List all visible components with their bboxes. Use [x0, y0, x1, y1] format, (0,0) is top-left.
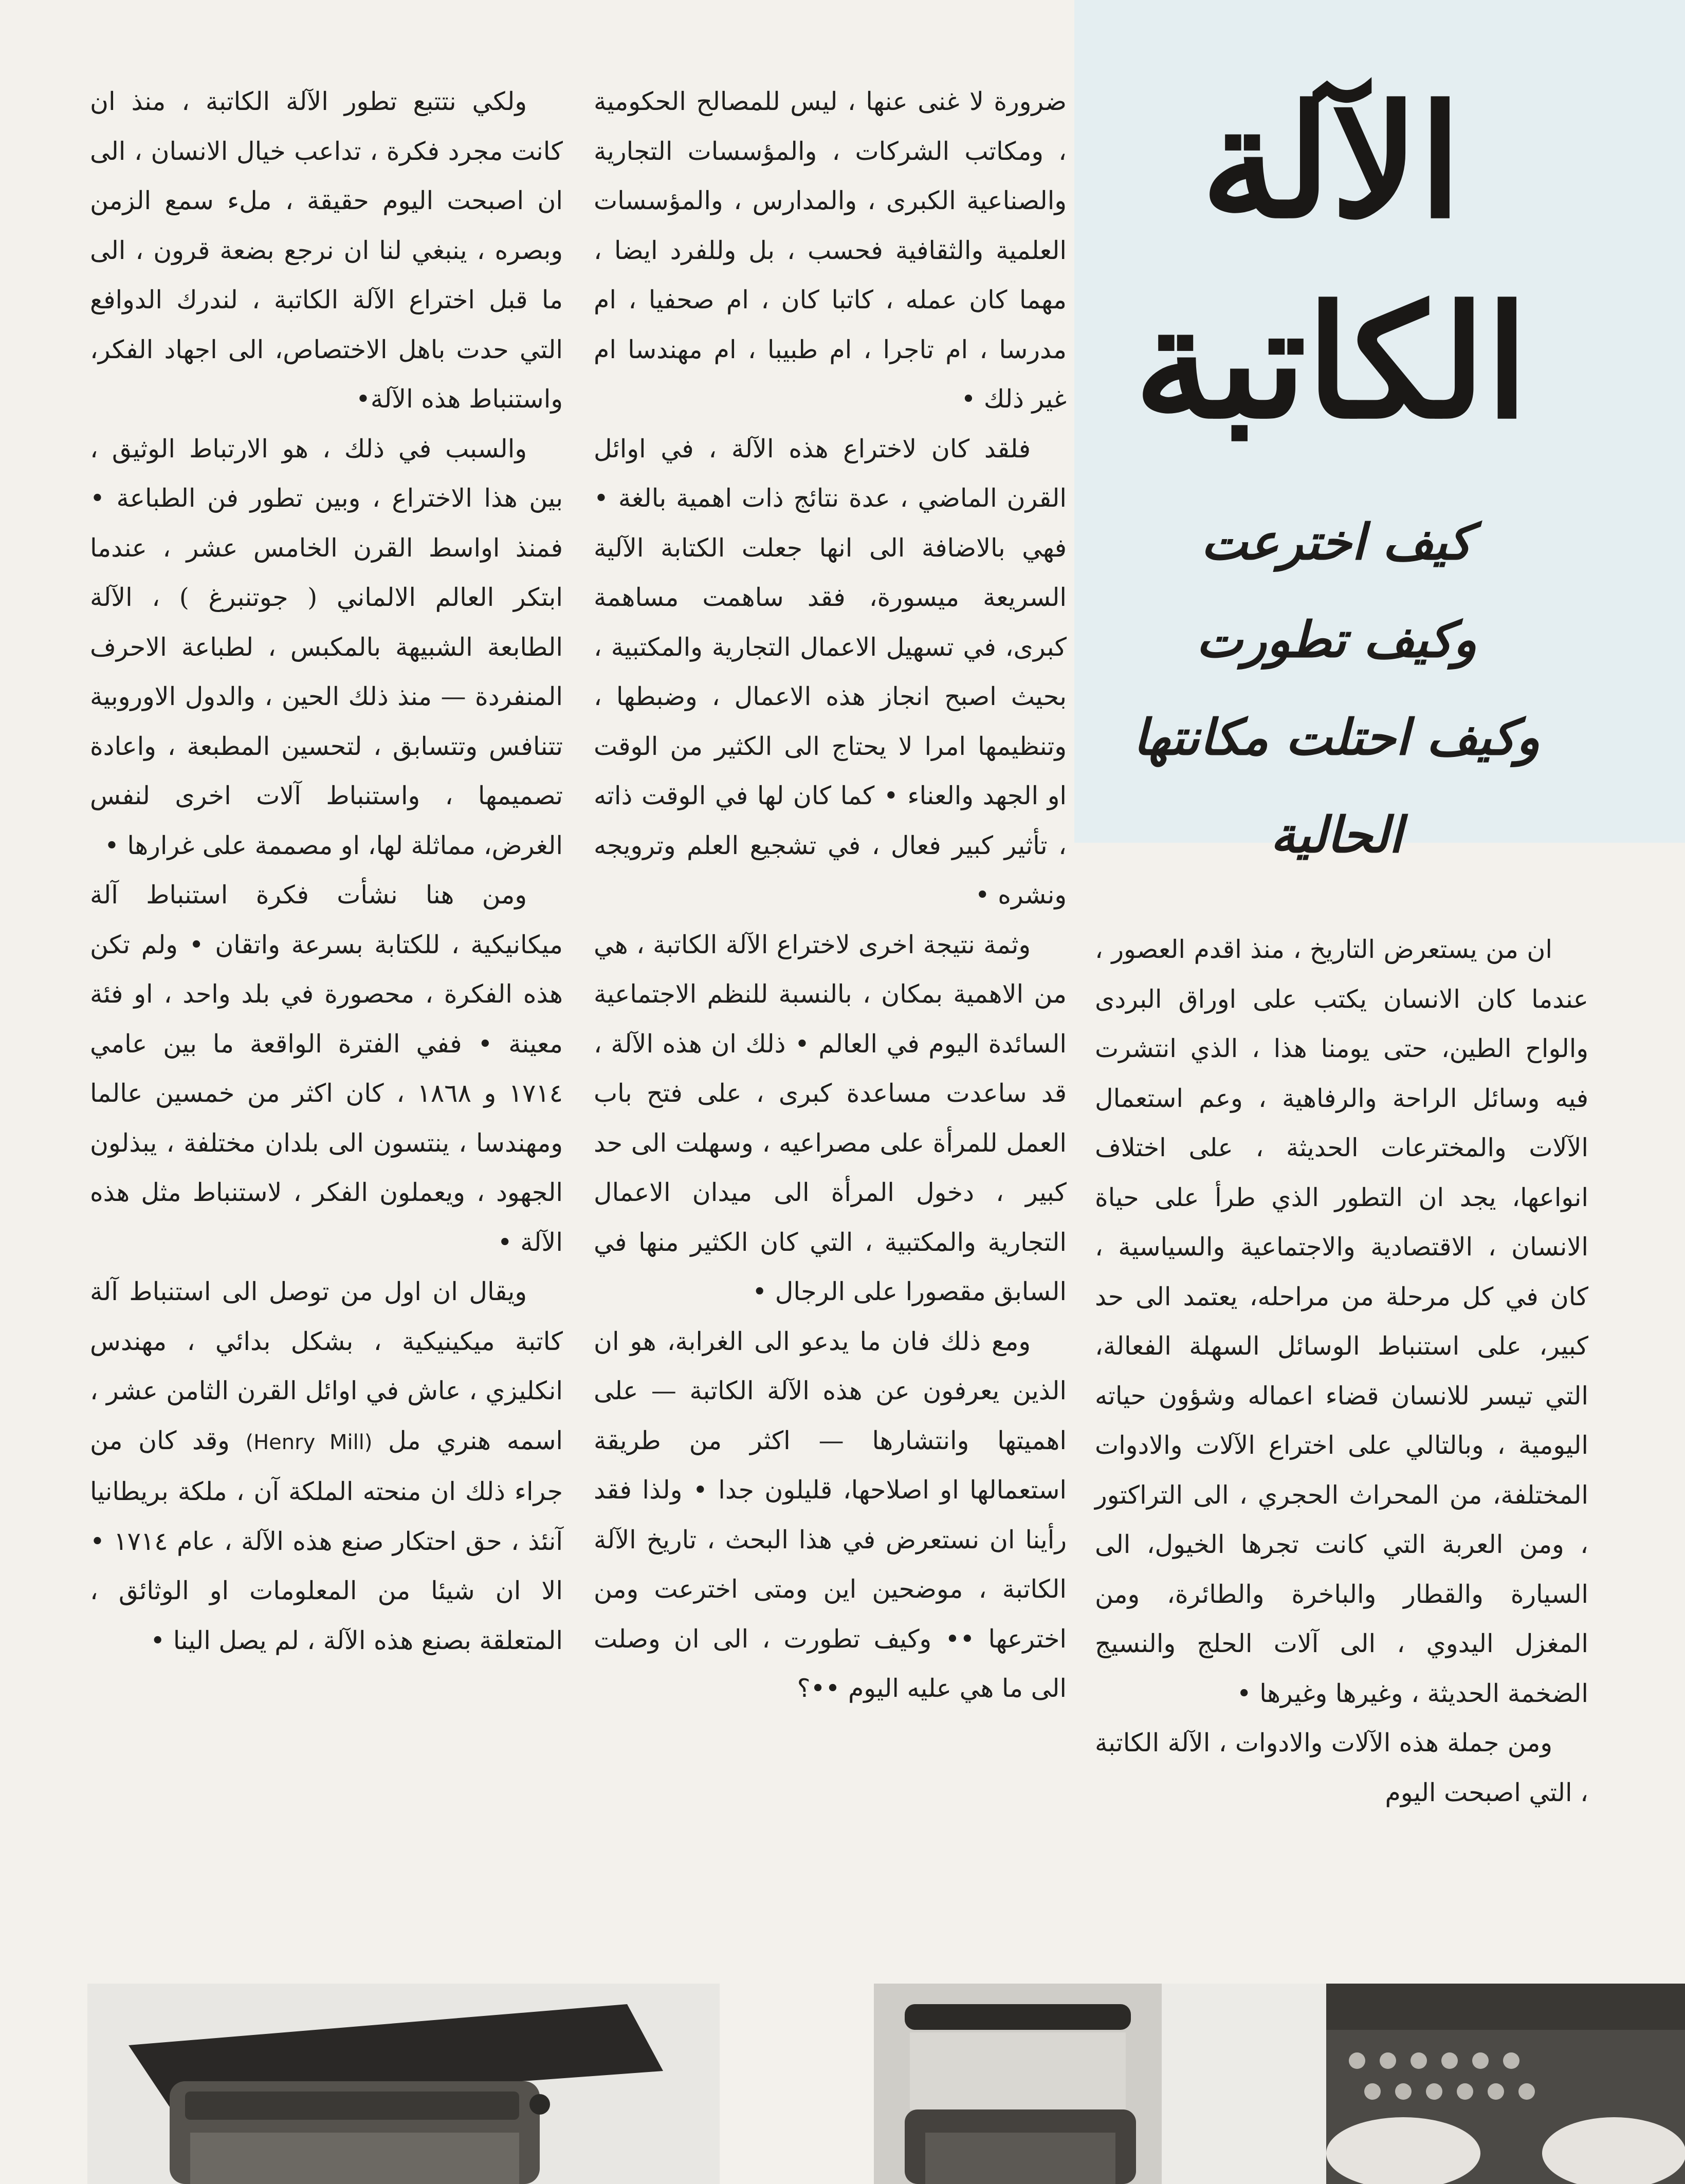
- article-title: [1100, 62, 1563, 462]
- paragraph: فلقد كان لاختراع هذه الآلة ، في اوائل القرن الماضي ، عدة نتائج ذات اهمية بالغة • فهي بالاضافة الى انها جعلت الكتابة الآلية السريعة ميسورة، فقد ساهمت مساهمة كبرى، في تسهيل الاعمال التجارية والمكتبية ، بحيث اصبح انجاز هذه الاعمال ، وضبطها ، وتنظيمها امرا لا يحتاج الى الكثير من الوقت او الجهد والعناء • كما كان لها في الوقت ذاته ، تأثير كبير فعال ، في تشجيع العلم وترويجه ونشره •: [594, 434, 1067, 910]
- text-column-middle: [594, 77, 1067, 1953]
- article-subtitles: [1121, 493, 1552, 884]
- paragraph: ولكي نتتبع تطور الآلة الكاتبة ، منذ ان كانت مجرد فكرة ، تداعب خيال الانسان ، الى ان اصبحت اليوم حقيقة ، ملء سمع الزمن وبصره ، ينبغي لنا ان نرجع بضعة قرون ، الى ما قبل اختراع الآلة الكاتبة ، لندرك الدوافع التي حدت باهل الاختصاص، الى اجهاد الفكر، واستنباط هذه الآلة•: [90, 87, 563, 414]
- typewriter-keyboard-image: [1326, 1984, 1685, 2184]
- paragraph: ومن جملة هذه الآلات والادوات ، الآلة الكاتبة ، التي اصبحت اليوم: [1095, 1728, 1588, 1807]
- paragraph: وثمة نتيجة اخرى لاختراع الآلة الكاتبة ، هي من الاهمية بمكان ، بالنسبة للنظم الاجتماعية السائدة اليوم في العالم • ذلك ان هذه الآلة ، قد ساعدت مساعدة كبرى ، على فتح باب العمل للمرأة على مصراعيه ، وسهلت الى حد كبير ، دخول المرأة الى ميدان الاعمال التجارية والمكتبية ، التي كان الكثير منها في السابق مقصورا على الرجال •: [594, 930, 1067, 1306]
- paragraph: والسبب في ذلك ، هو الارتباط الوثيق ، بين هذا الاختراع ، وبين تطور فن الطباعة • فمنذ اواسط القرن الخامس عشر ، عندما ابتكر العالم الالماني ( جوتنبرغ ) ، الآلة الطابعة الشبيهة بالمكبس ، لطباعة الاحرف المنفردة — منذ ذلك الحين ، والدول الاوروبية تتنافس وتتسابق ، لتحسين المطبعة ، واعادة تصميمها ، واستنباط آلات اخرى لنفس الغرض، مماثلة لها، او مصممة على غرارها •: [90, 434, 563, 860]
- latin-name: (Henry Mill): [245, 1430, 373, 1454]
- typewriter-photo-right: [1326, 1984, 1685, 2184]
- title-line-2: الكاتبة: [1134, 271, 1529, 453]
- text-column-left: [90, 77, 563, 1953]
- paragraph: ان من يستعرض التاريخ ، منذ اقدم العصور ، عندما كان الانسان يكتب على اوراق البردى والواح الطين، حتى يومنا هذا ، الذي انتشرت فيه وسائل الراحة والرفاهية ، وعم استعمال الآلات والمخترعات الحديثة ، على اختلاف انواعها، يجد ان التطور الذي طرأ على حياة الانسان ، الاقتصادية والاجتماعية والسياسية ، كان في كل مرحلة من مراحله، يعتمد الى حد كبير، على استنباط الوسائل السهلة الفعالة، التي تيسر للانسان قضاء اعماله وشؤون حياته اليومية ، وبالتالي على اختراع الآلات والادوات المختلفة، من المحراث الحجري ، الى التراكتور ، ومن العربة التي كانت تجرها الخيول، الى السيارة والقطار والباخرة والطائرة، ومن المغزل اليدوي ، الى آلات الحلج والنسيج الضخمة الحديثة ، وغيرها وغيرها •: [1095, 935, 1588, 1708]
- subtitle-developed: وكيف تطورت: [1196, 610, 1477, 669]
- subtitle-invented: كيف اخترعت: [1201, 513, 1472, 571]
- typewriter-photo-left: [87, 1984, 720, 2184]
- subtitle-position: وكيف احتلت مكانتها الحالية: [1133, 708, 1540, 864]
- paragraph: ضرورة لا غنى عنها ، ليس للمصالح الحكومية ، ومكاتب الشركات ، والمؤسسات التجارية والصناعية الكبرى ، والمدارس ، والمؤسسات العلمية والثقافية فحسب ، بل وللفرد ايضا ، مهما كان عمله ، كاتبا كان ، ام صحفيا ، ام مدرسا ، ام تاجرا ، ام طبيبا ، ام مهندسا ام غير ذلك •: [594, 87, 1067, 414]
- paragraph-part: وقد كان من جراء ذلك ان منحته الملكة آن ، ملكة بريطانيا آنئذ ، حق احتكار صنع هذه الآلة ، عام ١٧١٤ • الا ان شيئا من المعلومات او الوثائق ، المتعلقة بصنع هذه الآلة ، لم يصل الينا •: [90, 1426, 563, 1655]
- paragraph: ومن هنا نشأت فكرة استنباط آلة ميكانيكية ، للكتابة بسرعة واتقان • ولم تكن هذه الفكرة ، محصورة في بلد واحد ، او فئة معينة • ففي الفترة الواقعة ما بين عامي ١٧١٤ و ١٨٦٨ ، كان اكثر من خمسين عالما ومهندسا ، ينتسون الى بلدان مختلفة ، يبذلون الجهود ، ويعملون الفكر ، لاستنباط مثل هذه الآلة •: [90, 880, 563, 1257]
- text-column-right: [1095, 925, 1588, 1942]
- paragraph-part: ويقال ان اول من توصل الى استنباط آلة كاتبة ميكينيكية ، بشكل بدائي ، مهندس انكليزي ، عاش في اوائل القرن الثامن عشر ، اسمه هنري مل: [90, 1277, 563, 1455]
- typewriter-image: [87, 1984, 720, 2184]
- title-line-1: الآلة: [1201, 71, 1462, 252]
- paragraph-with-name: [90, 1267, 563, 1665]
- paragraph: ومع ذلك فان ما يدعو الى الغرابة، هو ان الذين يعرفون عن هذه الآلة الكاتبة — على اهميتها وانتشارها — اكثر من طريقة استعمالها او اصلاحها، قليلون جدا • ولذا فقد رأينا ان نستعرض في هذا البحث ، تاريخ الآلة الكاتبة ، موضحين اين ومتى اخترعت ومن اخترعها •• وكيف تطورت ، الى ان وصلت الى ما هي عليه اليوم ••؟: [594, 1326, 1067, 1703]
